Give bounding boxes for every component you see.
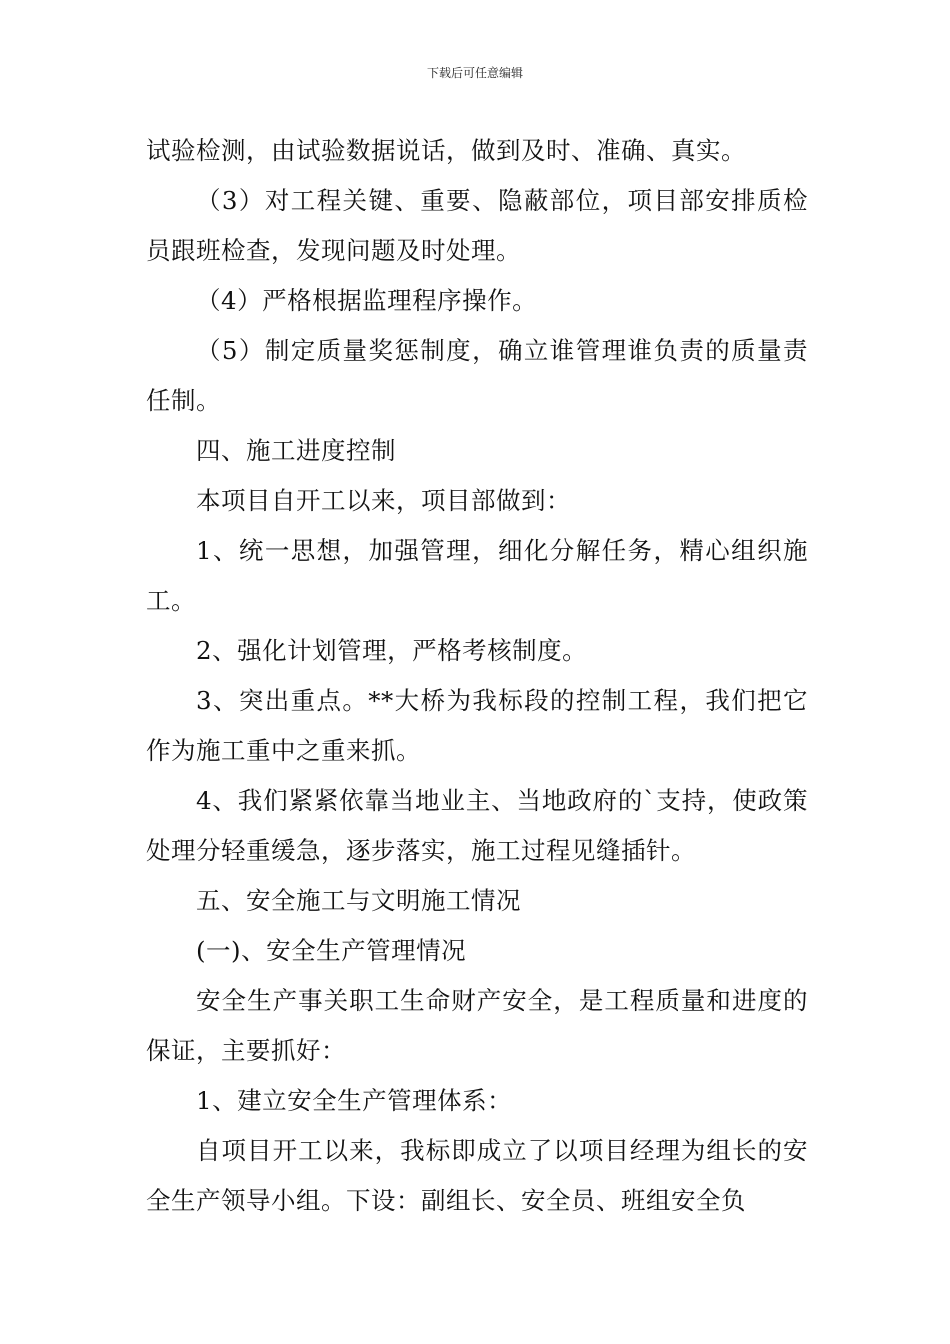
paragraph-13: 安全生产事关职工生命财产安全，是工程质量和进度的保证，主要抓好： xyxy=(146,986,808,1065)
paragraph-9: 3、突出重点。**大桥为我标段的控制工程，我们把它作为施工重中之重来抓。 xyxy=(146,686,808,765)
paragraph-15: 自项目开工以来，我标即成立了以项目经理为组长的安全生产领导小组。下设：副组长、安全员、班组安全负 xyxy=(146,1136,808,1215)
paragraph-14: 1、建立安全生产管理体系： xyxy=(196,1086,513,1115)
section-heading-safety: 五、安全施工与文明施工情况 xyxy=(196,886,521,915)
subsection-heading-safety-management: (一)、安全生产管理情况 xyxy=(196,936,467,965)
paragraph-4: （5）制定质量奖惩制度，确立谁管理谁负责的质量责任制。 xyxy=(146,336,808,415)
section-heading-progress-control: 四、施工进度控制 xyxy=(196,436,396,465)
paragraph-10: 4、我们紧紧依靠当地业主、当地政府的`支持，使政策处理分轻重缓急，逐步落实，施工过程见缝插针。 xyxy=(146,786,808,865)
paragraph-8: 2、强化计划管理，严格考核制度。 xyxy=(196,636,588,665)
document-body xyxy=(146,126,808,1226)
page-header-note: 下载后可任意编辑 xyxy=(426,66,523,80)
paragraph-6: 本项目自开工以来，项目部做到： xyxy=(196,486,571,515)
paragraph-1: 试验检测，由试验数据说话，做到及时、准确、真实。 xyxy=(146,136,746,165)
paragraph-7: 1、统一思想，加强管理，细化分解任务，精心组织施工。 xyxy=(146,536,808,615)
paragraph-3: （4）严格根据监理程序操作。 xyxy=(196,286,538,315)
paragraph-2: （3）对工程关键、重要、隐蔽部位，项目部安排质检员跟班检查，发现问题及时处理。 xyxy=(146,186,808,265)
